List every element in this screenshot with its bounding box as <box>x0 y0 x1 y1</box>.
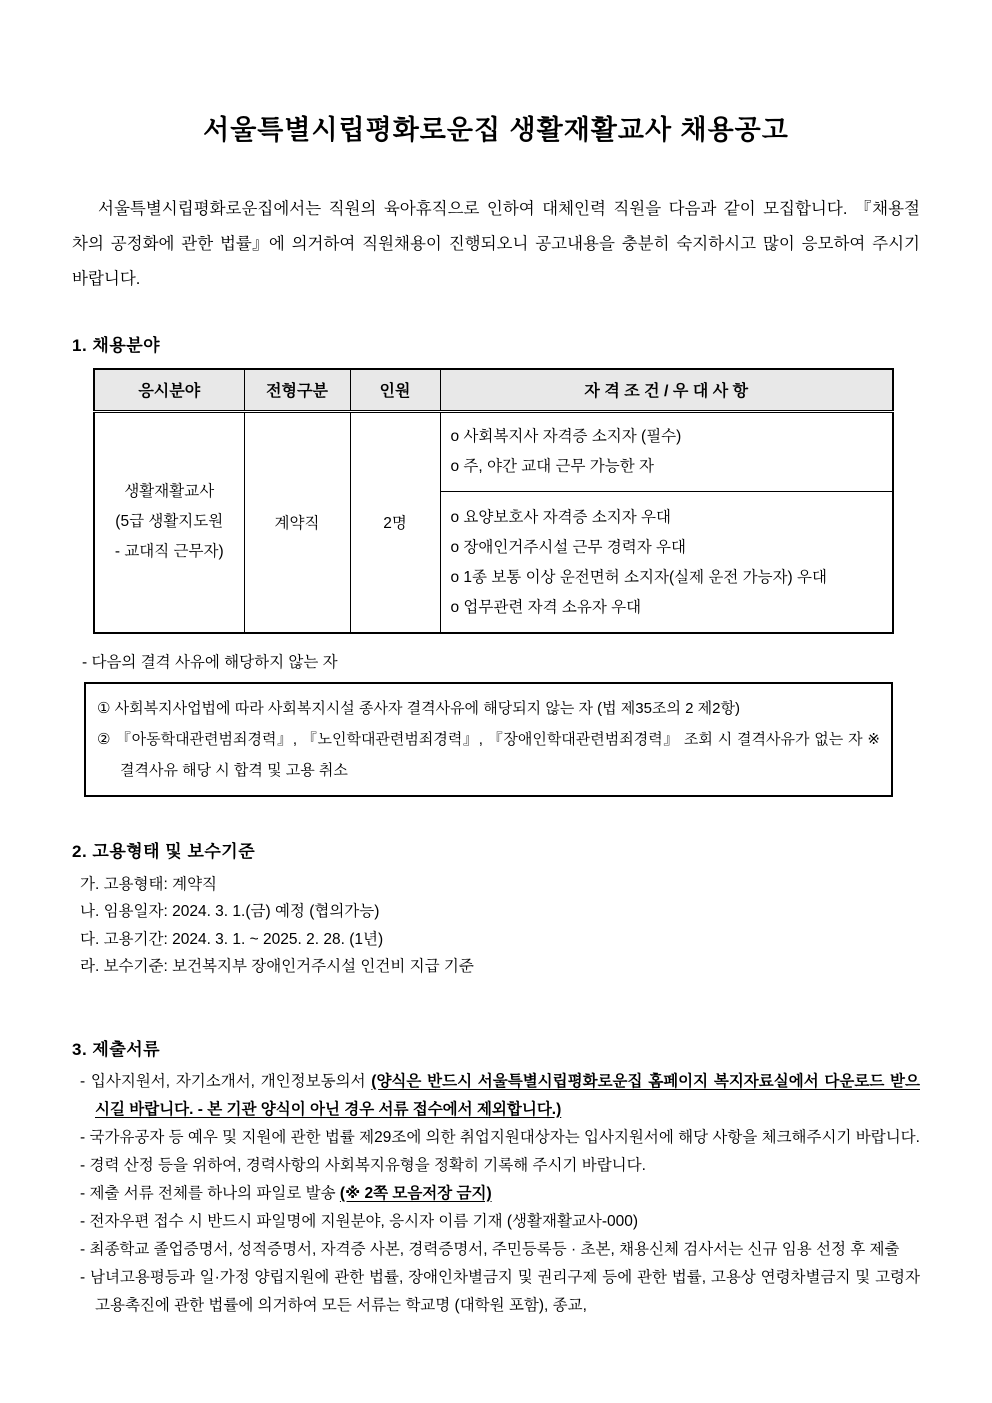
qualification-line: o 장애인거주시설 근무 경력자 우대 <box>450 538 686 556</box>
submission-item <box>80 1068 920 1124</box>
qualification-line: o 1종 보통 이상 운전면허 소지자(실제 운전 가능자) 우대 <box>450 568 827 586</box>
employment-term-item: 나. 임용일자: 2024. 3. 1.(금) 예정 (협의가능) <box>80 903 380 920</box>
item-text: - 최종학교 졸업증명서, 성적증명서, 자격증 사본, 경력증명서, 주민등록등 · 초본, 채용신체 검사서는 신규 임용 선정 후 제출 <box>80 1240 900 1258</box>
emphasized-text: (※ 2쪽 모음저장 금지) <box>339 1184 492 1202</box>
table-row <box>94 411 893 491</box>
employment-terms-list <box>72 871 920 981</box>
employment-term-item: 다. 고용기간: 2024. 3. 1. ~ 2025. 2. 28. (1년) <box>80 930 384 948</box>
header-qualifications: 자 격 조 건 / 우 대 사 항 <box>440 369 893 411</box>
submission-item <box>80 1236 920 1264</box>
disqualification-box <box>84 682 893 797</box>
recruitment-table <box>93 368 894 634</box>
item-text: - 국가유공자 등 예우 및 지원에 관한 법률 제29조에 의한 취업지원대상자는 입사지원서에 해당 사항을 체크해주시기 바랍니다. <box>80 1128 920 1146</box>
section2-heading: 2. 고용형태 및 보수기준 <box>72 841 256 861</box>
cell-count: 2명 <box>350 411 440 633</box>
submission-item <box>80 1208 920 1236</box>
disqualification-line: ② 『아동학대관련범죄경력』, 『노인학대관련범죄경력』, 『장애인학대관련범죄경력』 조회 시 결격사유가 없는 자 ※ 결격사유 해당 시 합격 및 고용 취소 <box>97 730 880 779</box>
header-count: 인원 <box>350 369 440 411</box>
submission-item <box>80 1152 920 1180</box>
section1-heading: 1. 채용분야 <box>72 336 161 355</box>
field-line: 생활재활교사 <box>124 483 215 500</box>
cell-type: 계약직 <box>244 411 350 633</box>
header-field: 응시분야 <box>94 369 244 411</box>
disqualification-line: ① 사회복지사업법에 따라 사회복지시설 종사자 결격사유에 해당되지 않는 자 (법 제35조의 2 제2항) <box>97 699 740 717</box>
qualification-line: o 사회복지사 자격증 소지자 (필수) <box>450 427 682 445</box>
submission-item <box>80 1124 920 1152</box>
header-type: 전형구분 <box>244 369 350 411</box>
cell-field <box>94 411 244 633</box>
table-header-row <box>94 369 893 411</box>
item-text: - 제출 서류 전체를 하나의 파일로 발송 <box>80 1184 340 1202</box>
cell-qualifications-preferred <box>440 491 893 633</box>
field-line: - 교대직 근무자) <box>114 543 224 560</box>
section3-heading: 3. 제출서류 <box>72 1039 161 1059</box>
intro-paragraph: 서울특별시립평화로운집에서는 직원의 육아휴직으로 인하여 대체인력 직원을 다음과 같이 모집합니다. 『채용절차의 공정화에 관한 법률』에 의거하여 직원채용이 진행되오니 공고내용을 충분히 숙지하시고 많이 응모하여 주시기 바랍니다. <box>72 200 920 288</box>
field-line: (5급 생활지도원 <box>115 513 224 530</box>
submission-item <box>80 1264 920 1320</box>
submission-item <box>80 1180 920 1208</box>
submission-documents-list <box>72 1068 920 1320</box>
qualification-line: o 업무관련 자격 소유자 우대 <box>450 598 642 616</box>
item-text: - 입사지원서, 자기소개서, 개인정보동의서 <box>80 1072 372 1090</box>
page-title: 서울특별시립평화로운집 생활재활교사 채용공고 <box>203 115 789 145</box>
item-text: - 남녀고용평등과 일·가정 양립지원에 관한 법률, 장애인차별금지 및 권리구제 등에 관한 법률, 고용상 연령차별금지 및 고령자 고용촉진에 관한 법률에 의거하여 모든 서류는 학교명 (대학원 포함), 종교, <box>80 1268 920 1314</box>
employment-term-item: 라. 보수기준: 보건복지부 장애인거주시설 인건비 지급 기준 <box>80 958 474 975</box>
qualification-line: o 요양보호사 자격증 소지자 우대 <box>450 508 671 526</box>
emphasized-text: (양식은 반드시 서울특별시립평화로운집 홈페이지 복지자료실에서 다운로드 받으시길 바랍니다. - 본 기관 양식이 아닌 경우 서류 접수에서 제외합니다.) <box>95 1072 920 1118</box>
qualification-line: o 주, 야간 교대 근무 가능한 자 <box>450 457 654 475</box>
item-text: - 경력 산정 등을 위하여, 경력사항의 사회복지유형을 정확히 기록해 주시기 바랍니다. <box>80 1156 646 1174</box>
item-text: - 전자우편 접수 시 반드시 파일명에 지원분야, 응시자 이름 기재 (생활재활교사-000) <box>80 1212 639 1230</box>
eligibility-note: - 다음의 결격 사유에 해당하지 않는 자 <box>82 653 338 671</box>
employment-term-item: 가. 고용형태: 계약직 <box>80 875 218 893</box>
cell-qualifications-required <box>440 411 893 491</box>
